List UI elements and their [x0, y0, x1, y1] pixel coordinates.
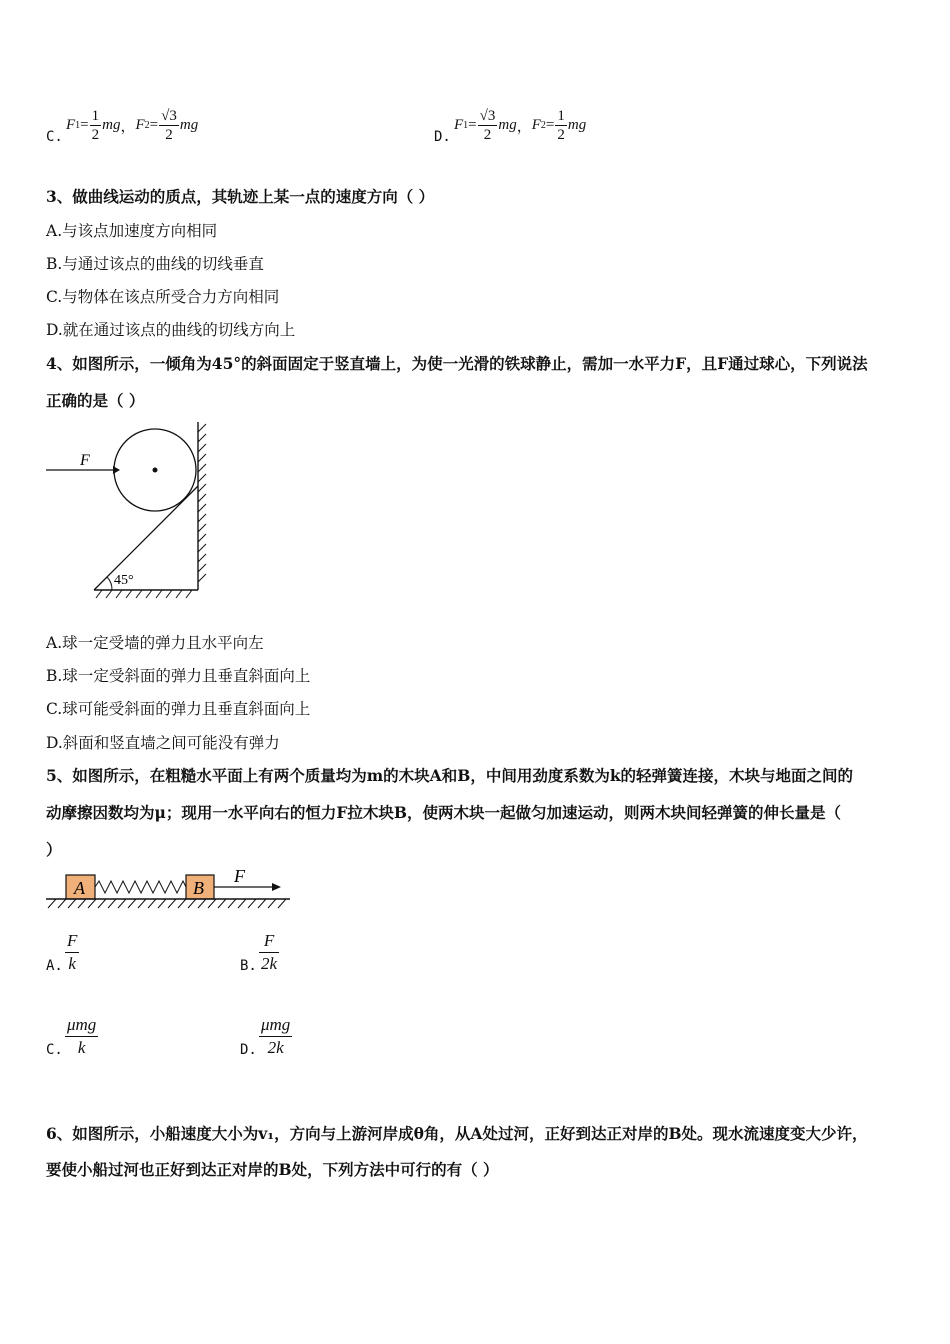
q5-stem-line3: ） — [46, 840, 62, 859]
q3-stem: 3、做曲线运动的质点，其轨迹上某一点的速度方向（ ） — [46, 187, 435, 206]
q2-option-d-label: D. — [434, 129, 451, 145]
q4-angle-label: 45° — [114, 573, 134, 588]
q2-c-f1-num: 1 — [91, 107, 100, 124]
q4-stem-line2: 正确的是（ ） — [46, 391, 145, 410]
q4-force-label: F — [80, 452, 90, 469]
q6-stem-line1: 6、如图所示，小船速度大小为v₁，方向与上游河岸成θ角，从A处过河，正好到达正对岸的B处。现水流速度变大少许， — [46, 1124, 868, 1143]
q5-option-b-num: F — [259, 930, 279, 953]
q2-c-f2-num: √3 — [161, 107, 177, 124]
q2-option-c[interactable] — [46, 103, 346, 147]
q3-option-b[interactable]: B.与通过该点的曲线的切线垂直 — [46, 255, 264, 273]
q5-spring — [95, 881, 186, 893]
q4-option-c[interactable]: C.球可能受斜面的弹力且垂直斜面向上 — [46, 700, 311, 718]
q5-option-b-frac — [259, 930, 279, 975]
q2-d-f2-frac — [555, 107, 567, 144]
q5-option-d[interactable] — [240, 1012, 360, 1062]
q2-c-f2-frac — [159, 107, 179, 144]
q4-angle-arc — [107, 577, 112, 590]
q2-d-mg2: mg — [567, 116, 587, 133]
q2-c-f1-frac — [90, 107, 102, 144]
q5-option-c-num: μmg — [65, 1014, 98, 1037]
q2-d-f1-sub: 1 — [463, 119, 469, 131]
q2-d-f1-num: √3 — [479, 107, 496, 124]
q5-option-c-frac — [65, 1014, 98, 1059]
q3-option-a[interactable]: A.与该点加速度方向相同 — [46, 222, 218, 240]
q3-option-d[interactable]: D.就在通过该点的曲线的切线方向上 — [46, 321, 296, 339]
q2-option-c-expr — [66, 103, 198, 147]
q5-option-c-den: k — [77, 1038, 86, 1057]
q2-d-sep: ， — [516, 118, 532, 135]
q5-stem-line1: 5、如图所示，在粗糙水平面上有两个质量均为m的木块A和B，中间用劲度系数为k的轻弹簧连接，木块与地面之间的 — [46, 766, 854, 785]
q4-ground-hatch — [96, 590, 192, 598]
q2-c-mg2: mg — [179, 116, 199, 133]
q2-d-eq2: = — [545, 116, 555, 133]
q2-c-eq2: = — [149, 116, 159, 133]
q5-option-c[interactable] — [46, 1012, 166, 1062]
q5-stem-line2: 动摩擦因数均为μ；现用一水平向右的恒力F拉木块B，使两木块一起做匀加速运动，则两木块间轻弹簧的伸长量是（ — [46, 803, 841, 822]
q5-option-c-label: C. — [46, 1042, 63, 1058]
q2-d-eq1: = — [468, 116, 477, 133]
q6-stem-line2: 要使小船过河也正好到达正对岸的B处，下列方法中可行的有（ ） — [46, 1160, 499, 1179]
q2-c-eq1: = — [80, 116, 89, 133]
q5-ground-hatch — [48, 899, 286, 908]
q4-option-b[interactable]: B.球一定受斜面的弹力且垂直斜面向上 — [46, 667, 311, 685]
q4-stem-line1: 4、如图所示，一倾角为45°的斜面固定于竖直墙上，为使一光滑的铁球静止，需加一水平力F，且F通过球心，下列说法 — [46, 354, 868, 373]
q2-c-f1: F — [66, 116, 76, 133]
q3-option-c[interactable]: C.与物体在该点所受合力方向相同 — [46, 288, 280, 306]
q2-c-f2-den: 2 — [165, 126, 173, 143]
q2-d-f2-sub: 2 — [540, 119, 546, 131]
q5-option-d-label: D. — [240, 1042, 257, 1058]
q5-block-a-label: A — [74, 878, 85, 898]
q2-option-d-expr — [454, 103, 586, 147]
q5-option-a[interactable] — [46, 928, 166, 978]
q2-c-f1-sub: 1 — [75, 119, 81, 131]
q2-d-f1: F — [454, 116, 464, 133]
q2-d-f2: F — [531, 116, 541, 133]
q4-option-a[interactable]: A.球一定受墙的弹力且水平向左 — [46, 634, 264, 652]
q2-d-f2-den: 2 — [557, 126, 565, 143]
q2-d-mg1: mg — [498, 116, 517, 133]
q5-option-a-den: k — [68, 954, 76, 973]
q4-ball-center — [153, 468, 158, 473]
q5-force-arrowhead — [272, 883, 281, 891]
q2-c-f2-sub: 2 — [144, 119, 150, 131]
q5-option-a-frac — [65, 930, 79, 975]
q5-option-d-num: μmg — [259, 1014, 292, 1037]
q5-block-b-label: B — [193, 878, 204, 898]
q5-force-label: F — [234, 866, 245, 886]
q2-option-d[interactable] — [434, 103, 734, 147]
q2-option-c-label: C. — [46, 129, 63, 145]
q2-d-f1-den: 2 — [483, 126, 492, 143]
q5-option-a-label: A. — [46, 958, 63, 974]
q4-wall-hatch — [198, 424, 206, 582]
q4-option-d[interactable]: D.斜面和竖直墙之间可能没有弹力 — [46, 734, 280, 752]
q2-c-f1-den: 2 — [91, 126, 100, 143]
q2-c-sep: ， — [120, 118, 136, 135]
q5-figure — [44, 864, 294, 914]
q5-option-b-label: B. — [240, 958, 257, 974]
q2-d-f1-frac — [478, 107, 498, 144]
q5-option-d-frac — [259, 1014, 292, 1059]
q5-option-d-den: 2k — [267, 1038, 284, 1057]
q4-figure — [40, 418, 240, 608]
q5-option-a-num: F — [65, 930, 79, 953]
q2-c-f2: F — [135, 116, 145, 133]
q4-incline — [94, 486, 198, 590]
q5-option-b[interactable] — [240, 928, 360, 978]
q2-c-mg1: mg — [102, 116, 121, 133]
q5-option-b-den: 2k — [261, 954, 278, 973]
q2-d-f2-num: 1 — [557, 107, 565, 124]
